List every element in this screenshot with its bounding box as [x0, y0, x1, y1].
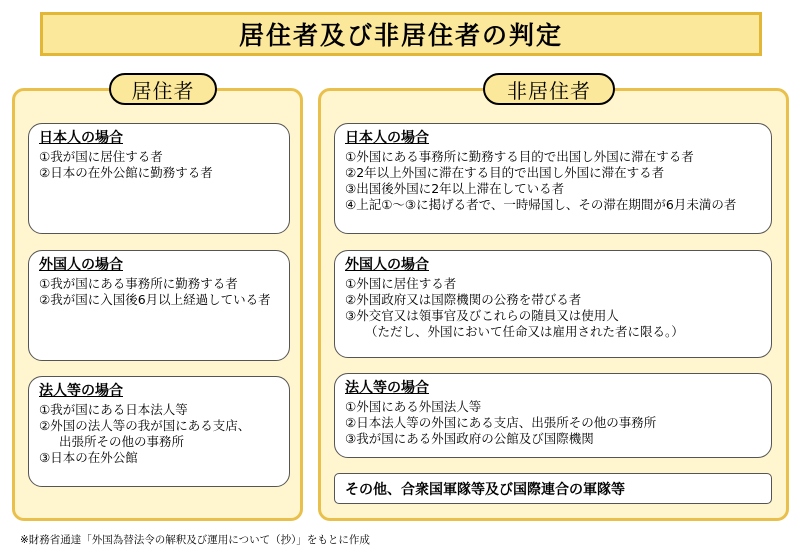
- resident-foreign-heading: 外国人の場合: [39, 257, 123, 273]
- nonresident-foreign-heading: 外国人の場合: [345, 257, 429, 273]
- page-title: 居住者及び非居住者の判定: [40, 12, 762, 56]
- nonresident-label: 非居住者: [483, 73, 615, 105]
- resident-label: 居住者: [109, 73, 217, 105]
- list-item: ①外国にある外国法人等: [345, 399, 482, 414]
- list-item: ②我が国に入国後6月以上経過している者: [39, 292, 271, 307]
- resident-japanese-heading: 日本人の場合: [39, 130, 123, 146]
- nonresident-japanese-box: [334, 123, 772, 234]
- list-item: ③外交官又は領事官及びこれらの随員又は使用人: [345, 308, 619, 323]
- list-item: ②日本の在外公館に勤務する者: [39, 165, 213, 180]
- list-item: ①外国に居住する者: [345, 276, 457, 291]
- resident-foreign-box: [28, 250, 290, 361]
- nonresident-foreign-box: [334, 250, 772, 358]
- list-item: ②外国政府又は国際機関の公務を帯びる者: [345, 292, 582, 307]
- nonresident-japanese-heading: 日本人の場合: [345, 130, 429, 146]
- nonresident-corporate-heading: 法人等の場合: [345, 380, 429, 396]
- list-item: ①我が国に居住する者: [39, 149, 163, 164]
- list-item: 出張所その他の事務所: [59, 434, 185, 449]
- list-item: ①我が国にある事務所に勤務する者: [39, 276, 238, 291]
- footnote: ※財務省通達「外国為替法令の解釈及び運用について（抄）」をもとに作成: [20, 534, 370, 546]
- list-item: ③出国後外国に2年以上滞在している者: [345, 181, 565, 196]
- list-item: ②2年以上外国に滞在する目的で出国し外国に滞在する者: [345, 165, 665, 180]
- list-item: ③日本の在外公館: [39, 450, 138, 465]
- nonresident-corporate-box: [334, 373, 772, 458]
- nonresident-other-box: その他、合衆国軍隊等及び国際連合の軍隊等: [334, 473, 772, 504]
- list-item: ③我が国にある外国政府の公館及び国際機関: [345, 431, 594, 446]
- resident-corporate-box: [28, 376, 290, 487]
- resident-japanese-box: [28, 123, 290, 234]
- list-item: ④上記①～③に掲げる者で、一時帰国し、その滞在期間が6月未満の者: [345, 197, 737, 212]
- list-item: ①外国にある事務所に勤務する目的で出国し外国に滞在する者: [345, 149, 694, 164]
- list-item: （ただし、外国において任命又は雇用された者に限る。）: [365, 324, 684, 339]
- list-item: ②日本法人等の外国にある支店、出張所その他の事務所: [345, 415, 657, 430]
- resident-corporate-heading: 法人等の場合: [39, 383, 123, 399]
- list-item: ②外国の法人等の我が国にある支店、: [39, 418, 251, 433]
- list-item: ①我が国にある日本法人等: [39, 402, 188, 417]
